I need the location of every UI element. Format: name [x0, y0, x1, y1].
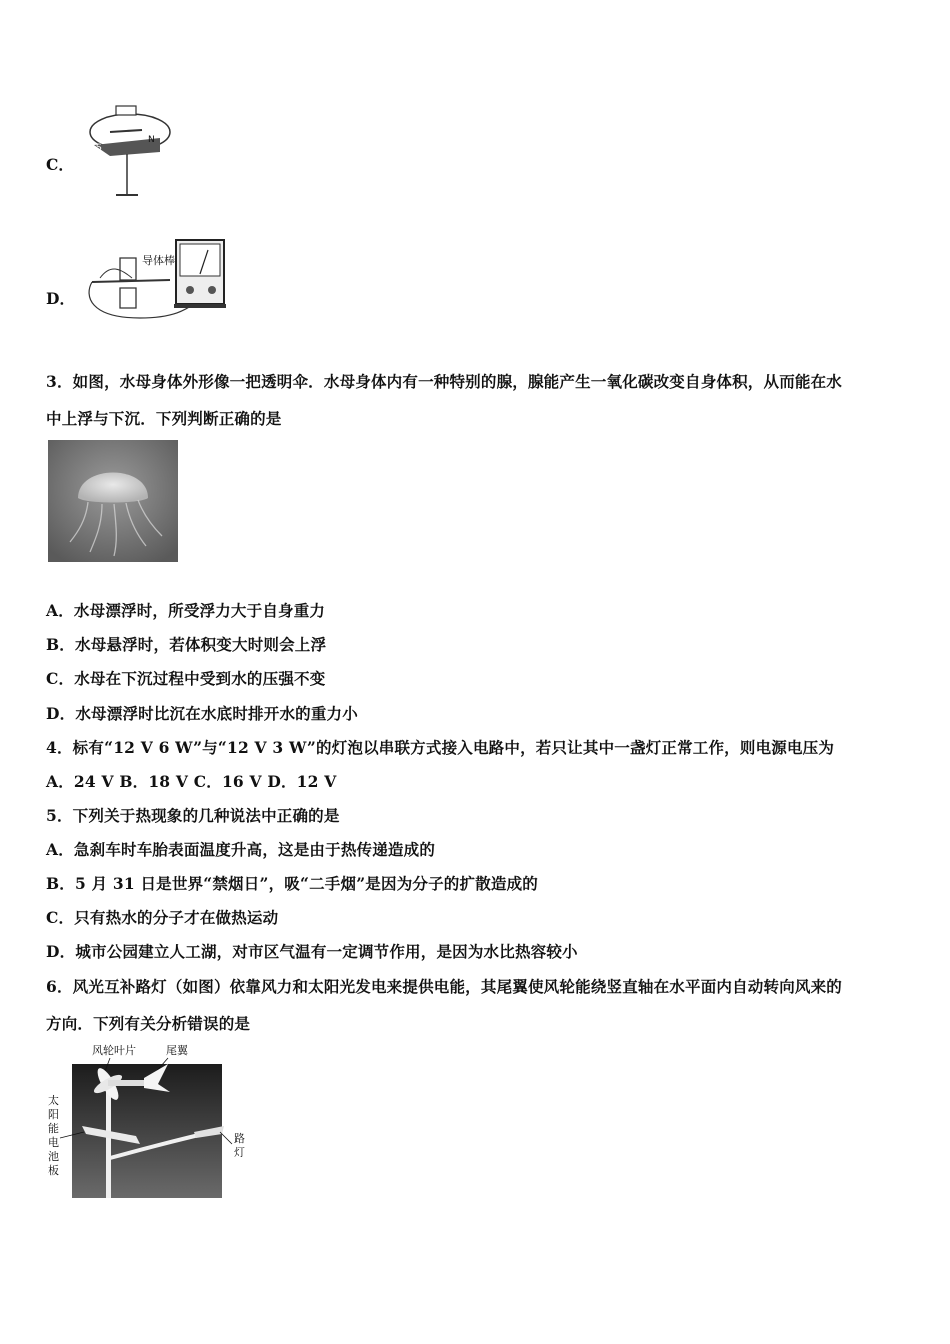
svg-text:尾翼: 尾翼: [166, 1044, 188, 1057]
option-d-label: D．: [46, 289, 75, 308]
q5-stem: 5．下列关于热现象的几种说法中正确的是: [46, 806, 340, 825]
q3-option-c: C．水母在下沉过程中受到水的压强不变: [46, 669, 326, 688]
jellyfish-photo: [48, 440, 178, 562]
q5-option-d: D．城市公园建立人工湖，对市区气温有一定调节作用，是因为水比热容较小: [46, 942, 578, 961]
q5-option-b: B．5 月 31 日是世界“禁烟日”，吸“二手烟”是因为分子的扩散造成的: [46, 874, 539, 893]
svg-text:板: 板: [48, 1164, 59, 1177]
q3-stem-line1: 3．如图，水母身体外形像一把透明伞．水母身体内有一种特别的腺，腺能产生一氧化碳改变自身体积，从而能在水: [46, 372, 842, 391]
svg-text:S: S: [96, 143, 102, 153]
q3-option-a: A．水母漂浮时，所受浮力大于自身重力: [46, 601, 326, 620]
svg-text:电: 电: [48, 1136, 59, 1149]
q4-options: A．24 V B．18 V C．16 V D．12 V: [46, 772, 337, 791]
q5-option-c: C．只有热水的分子才在做热运动: [46, 908, 279, 927]
svg-text:阳: 阳: [48, 1108, 59, 1121]
q6-stem-line2: 方向．下列有关分析错误的是: [46, 1014, 251, 1033]
svg-text:路: 路: [234, 1132, 245, 1145]
svg-text:太: 太: [48, 1094, 59, 1107]
wind-solar-streetlight-figure: [44, 1040, 254, 1200]
q5-option-a: A．急刹车时车胎表面温度升高，这是由于热传递造成的: [46, 840, 436, 859]
svg-text:导体棒: 导体棒: [142, 254, 175, 267]
q3-stem-line2: 中上浮与下沉．下列判断正确的是: [46, 409, 282, 428]
conductor-galvanometer-figure: [80, 234, 230, 326]
option-c-label: C．: [46, 155, 74, 174]
svg-text:能: 能: [48, 1122, 59, 1135]
svg-text:池: 池: [48, 1150, 59, 1163]
svg-text:灯: 灯: [234, 1146, 245, 1159]
q3-option-d: D．水母漂浮时比沉在水底时排开水的重力小: [46, 704, 358, 723]
svg-text:风轮叶片: 风轮叶片: [92, 1044, 136, 1057]
q3-option-b: B．水母悬浮时，若体积变大时则会上浮: [46, 635, 327, 654]
compass-coil-figure: [80, 100, 180, 204]
q4-stem: 4．标有“12 V 6 W”与“12 V 3 W”的灯泡以串联方式接入电路中，若只让其中一盏灯正常工作，则电源电压为: [46, 738, 835, 757]
svg-text:N: N: [148, 135, 155, 145]
q6-stem-line1: 6．风光互补路灯（如图）依靠风力和太阳光发电来提供电能，其尾翼使风轮能绕竖直轴在水平面内自动转向风来的: [46, 977, 842, 996]
